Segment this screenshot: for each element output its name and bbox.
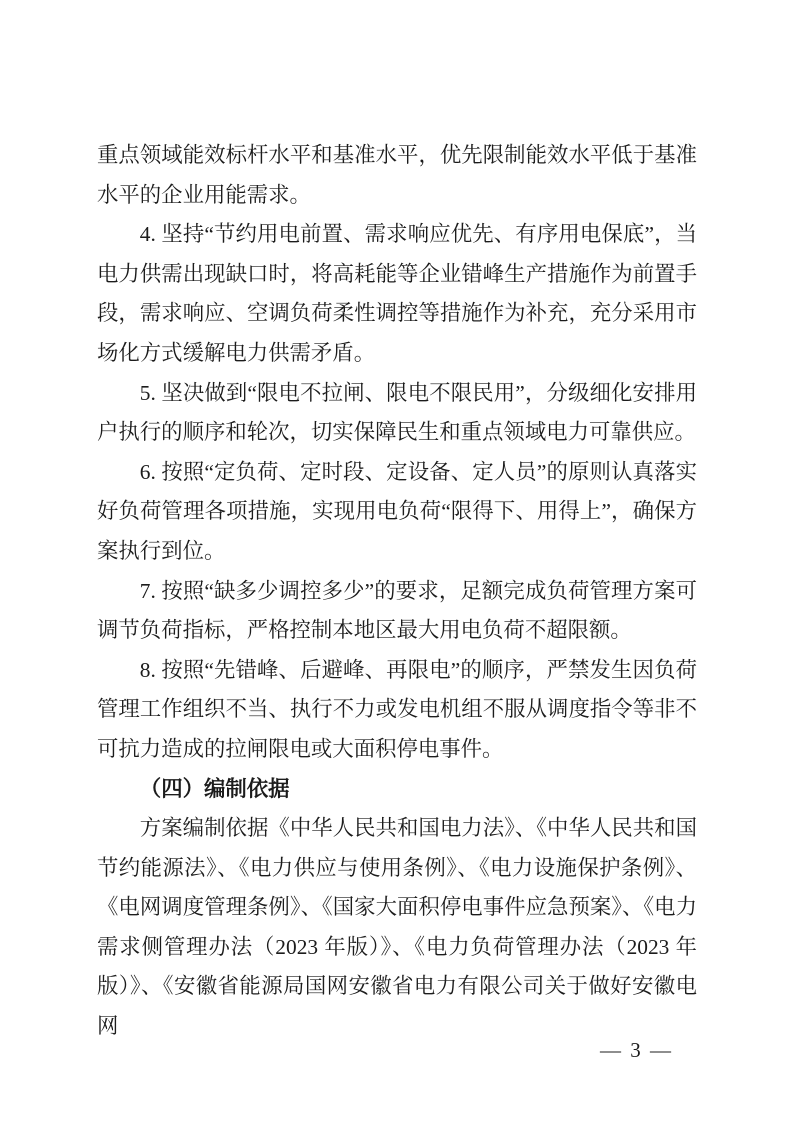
document-body xyxy=(97,136,697,1047)
section-heading-basis: （四）编制依据 xyxy=(139,776,290,801)
body-paragraph-item-4: 4. 坚持“节约用电前置、需求响应优先、有序用电保底”，当电力供需出现缺口时，将高耗能等企业错峰生产措施作为前置手段，需求响应、空调负荷柔性调控等措施作为补充，充分采用市场化方式缓解电力供需矛盾。 xyxy=(97,222,697,365)
body-paragraph-basis-list: 方案编制依据《中华人民共和国电力法》、《中华人民共和国节约能源法》、《电力供应与使用条例》、《电力设施保护条例》、《电网调度管理条例》、《国家大面积停电事件应急预案》、《电力需求侧管理办法（2023 年版）》、《电力负荷管理办法（2023 年版）》、《安徽省能源局国网安徽省电力有限公司关于做好安徽电网 xyxy=(97,816,697,1039)
body-paragraph-item-8: 8. 按照“先错峰、后避峰、再限电”的顺序，严禁发生因负荷管理工作组织不当、执行不力或发电机组不服从调度指令等非不可抗力造成的拉闸限电或大面积停电事件。 xyxy=(97,657,697,761)
page-number: — 3 — xyxy=(600,1038,673,1062)
body-paragraph-continuation: 重点领域能效标杆水平和基准水平，优先限制能效水平低于基准水平的企业用能需求。 xyxy=(97,143,697,207)
body-paragraph-item-7: 7. 按照“缺多少调控多少”的要求，足额完成负荷管理方案可调节负荷指标，严格控制本地区最大用电负荷不超限额。 xyxy=(97,578,697,643)
body-paragraph-item-5: 5. 坚决做到“限电不拉闸、限电不限民用”，分级细化安排用户执行的顺序和轮次，切实保障民生和重点领域电力可靠供应。 xyxy=(97,380,697,445)
body-paragraph-item-6: 6. 按照“定负荷、定时段、定设备、定人员”的原则认真落实好负荷管理各项措施，实现用电负荷“限得下、用得上”，确保方案执行到位。 xyxy=(97,459,697,563)
